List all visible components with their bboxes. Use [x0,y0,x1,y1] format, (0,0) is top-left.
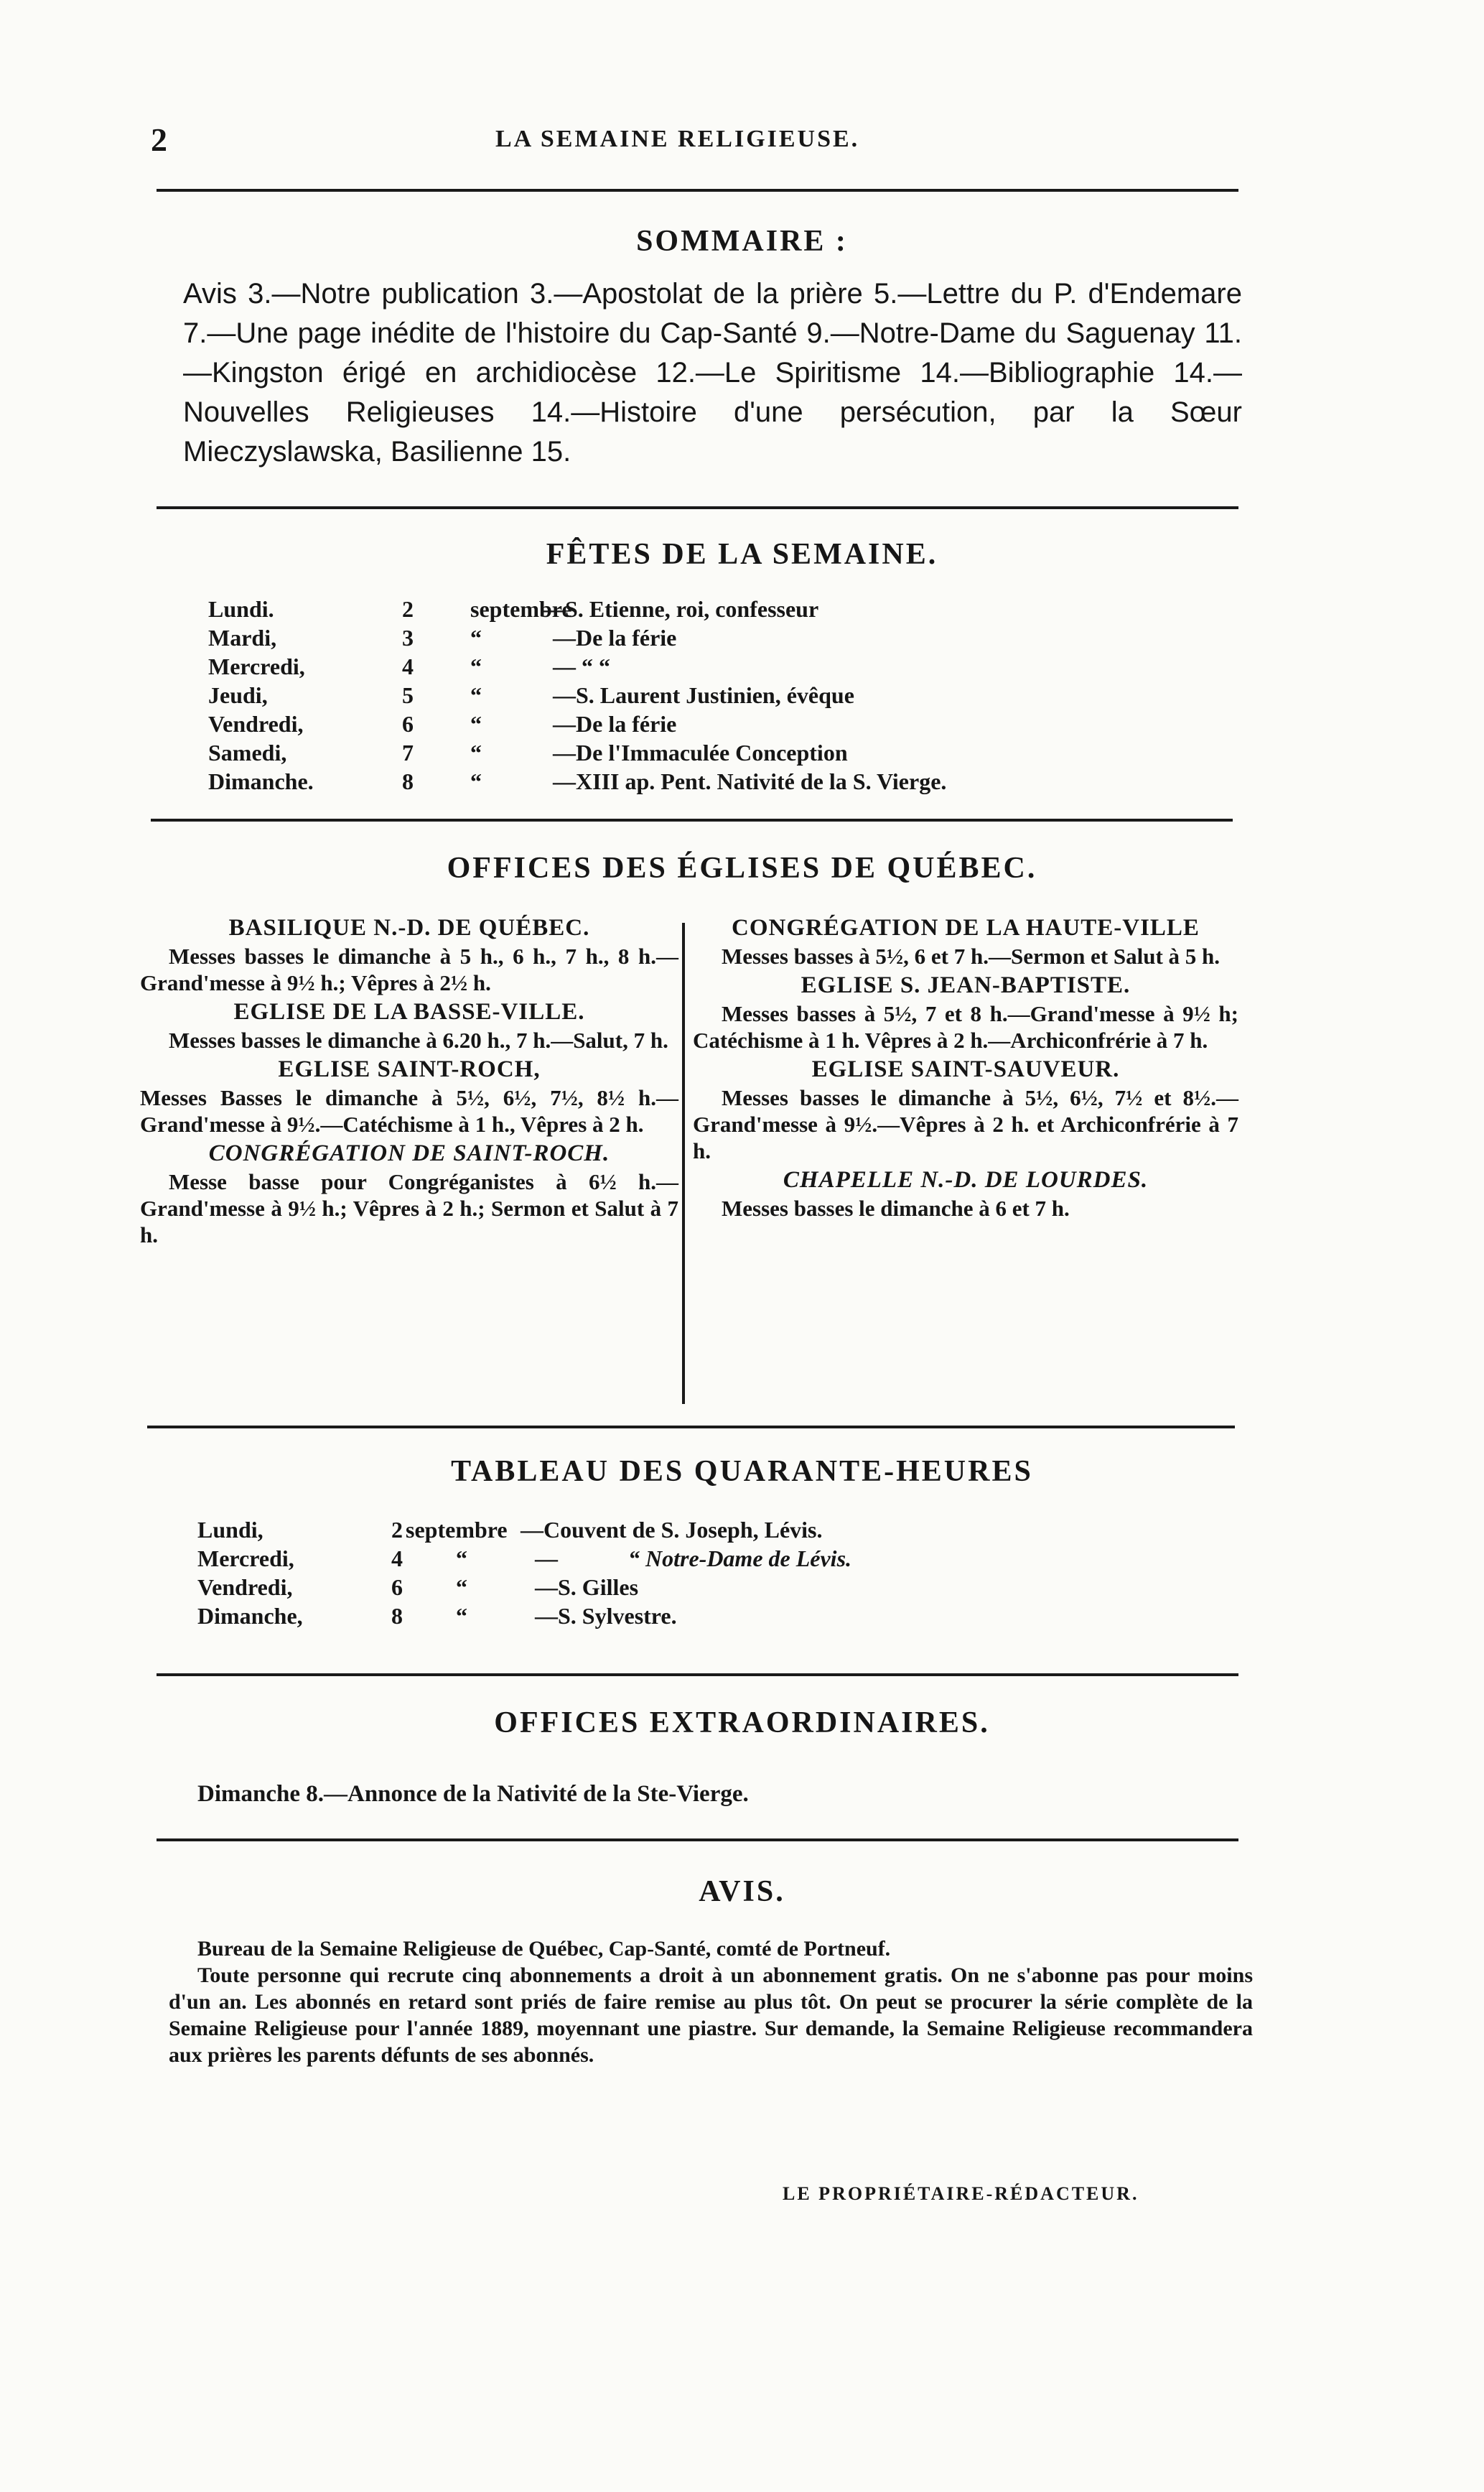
header-rule [157,189,1238,192]
church-text: Messes Basses le dimanche à 5½, 6½, 7½, 8½ h.—Grand'messe à 9½.—Catéchisme à 1 h., Vêpres à 2 h. [140,1085,678,1137]
sommaire-text: Avis 3.—Notre publication 3.—Apostolat de la prière 5.—Lettre du P. d'Endemare 7.—Une page inédite de l'histoire du Cap-Santé 9.—Notre-Dame du Saguenay 11.—Kingston érigé en archidiocèse 12.—Le Spiritisme 14.—Bibliographie 14.—Nouvelles Religieuses 14.—Histoire d'une persécution, par la Sœur Mieczyslawska, Basilienne 15. [183,278,1242,468]
offices-left-column [140,912,678,1248]
church-heading: BASILIQUE N.-D. DE QUÉBEC. [228,915,590,941]
avis-text [169,1935,1253,2068]
church-text: Messes basses le dimanche à 6.20 h., 7 h.—Salut, 7 h. [169,1028,668,1053]
rule-after-offices [147,1426,1235,1428]
avis-paragraph: Bureau de la Semaine Religieuse de Québec, Cap-Santé, comté de Portneuf. [197,1937,891,1961]
running-title: LA SEMAINE RELIGIEUSE. [495,126,860,152]
rule-after-quarante [157,1673,1238,1676]
church-text: Messes basses le dimanche à 6 et 7 h. [722,1196,1070,1221]
rule-after-fetes [151,819,1233,822]
church-heading: CHAPELLE N.-D. DE LOURDES. [783,1167,1149,1193]
offices-right-column [693,912,1238,1222]
church-heading: EGLISE DE LA BASSE-VILLE. [233,999,585,1025]
church-text: Messes basses à 5½, 7 et 8 h.—Grand'messe à 9½ h; Catéchisme à 1 h. Vêpres à 2 h.—Archiconfrérie à 7 h. [693,1001,1238,1053]
church-heading: EGLISE SAINT-SAUVEUR. [811,1056,1120,1082]
church-text: Messe basse pour Congréganistes à 6½ h.—Grand'messe à 9½ h.; Vêpres à 2 h.; Sermon et Salut à 7 h. [140,1169,678,1247]
column-divider [682,923,685,1404]
extraordinaires-title: OFFICES EXTRAORDINAIRES. [494,1706,990,1739]
avis-paragraph: Toute personne qui recrute cinq abonnements a droit à un abonnement gratis. On ne s'abonne pas pour moins d'un an. Les abonnés en retard sont priés de faire remise au plus tôt. On peut se procurer la série complète de la Semaine Religieuse pour l'année 1889, moyennant une piastre. Sur demande, la Semaine Religieuse recommandera aux prières les parents défunts de ses abonnés. [169,1963,1253,2067]
offices-title: OFFICES DES ÉGLISES DE QUÉBEC. [447,852,1037,885]
church-text: Messes basses à 5½, 6 et 7 h.—Sermon et Salut à 5 h. [722,944,1221,969]
rule-after-sommaire [157,506,1238,509]
church-heading: CONGRÉGATION DE LA HAUTE-VILLE [732,915,1200,941]
church-heading: EGLISE S. JEAN-BAPTISTE. [801,972,1131,998]
quarante-title: TABLEAU DES QUARANTE-HEURES [451,1455,1033,1488]
church-heading: CONGRÉGATION DE SAINT-ROCH. [208,1140,610,1166]
church-heading: EGLISE SAINT-ROCH, [278,1056,541,1082]
church-text: Messes basses le dimanche à 5½, 6½, 7½ et 8½.—Grand'messe à 9½.—Vêpres à 2 h. et Archiconfrérie à 7 h. [693,1085,1238,1163]
avis-title: AVIS. [699,1875,785,1908]
page-number: 2 [151,121,167,158]
fetes-title: FÊTES DE LA SEMAINE. [546,538,938,571]
extraordinaires-text: Dimanche 8.—Annonce de la Nativité de la Ste-Vierge. [197,1781,749,1807]
church-text: Messes basses le dimanche à 5 h., 6 h., 7 h., 8 h.—Grand'messe à 9½ h.; Vêpres à 2½ h. [140,944,678,995]
sommaire-title: SOMMAIRE : [636,225,848,258]
signature: LE PROPRIÉTAIRE-RÉDACTEUR. [783,2183,1139,2204]
rule-after-extraordinaires [157,1838,1238,1841]
